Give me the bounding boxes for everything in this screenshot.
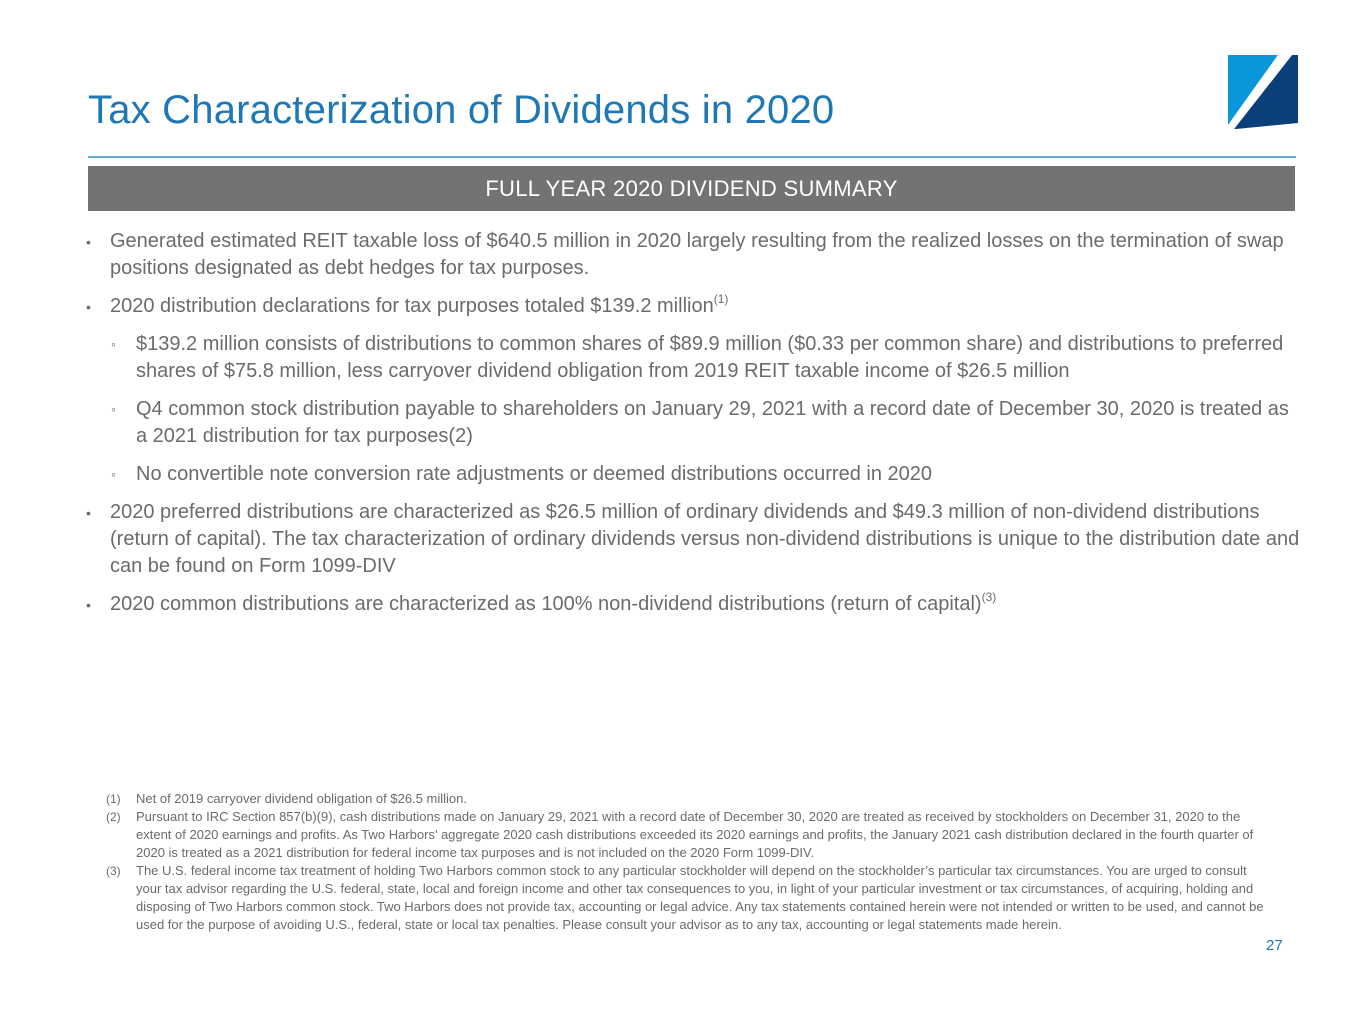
bullet-item xyxy=(85,293,1300,320)
bullet-text: No convertible note conversion rate adjustments or deemed distributions occurred in 2020 xyxy=(136,463,932,485)
section-banner xyxy=(88,166,1295,211)
bullet-circle-icon: ◦ xyxy=(111,401,116,417)
bullet-item xyxy=(85,228,1300,282)
footnote-item xyxy=(106,808,1266,862)
bullet-text: 2020 common distributions are characterized as 100% non-dividend distributions (return of capital) xyxy=(110,593,982,615)
title-divider xyxy=(88,156,1296,158)
footnote-mark: (3) xyxy=(106,864,121,878)
page-title: Tax Characterization of Dividends in 2020 xyxy=(88,88,835,132)
bullet-circle-icon: ◦ xyxy=(111,466,116,482)
bullet-text: 2020 distribution declarations for tax purposes totaled $139.2 million xyxy=(110,295,714,317)
bullet-text: Generated estimated REIT taxable loss of $640.5 million in 2020 largely resulting from the realized losses on the termination of swap positions designated as debt hedges for tax purposes. xyxy=(110,230,1284,279)
footnote-reference: (3) xyxy=(981,590,997,604)
bullet-list xyxy=(85,228,1300,629)
footnote-item xyxy=(106,790,1266,808)
footnotes xyxy=(106,790,1266,934)
page-number: 27 xyxy=(1266,937,1283,954)
company-logo-icon xyxy=(1228,55,1298,129)
bullet-item xyxy=(85,331,1300,385)
footnote-mark: (1) xyxy=(106,792,121,806)
footnote-text: Pursuant to IRC Section 857(b)(9), cash distributions made on January 29, 2021 with a record date of December 30, 2020 are treated as received by stockholders on December 31, 2020 to the extent of 2020 earnings and profits. As Two Harbors’ aggregate 2020 cash distributions exceeded its 2020 earnings and profits, the January 2021 cash distribution declared in the fourth quarter of 2020 is treated as a 2021 distribution for federal income tax purposes and is not included on the 2020 Form 1099-DIV. xyxy=(136,809,1254,860)
bullet-item xyxy=(85,591,1300,618)
bullet-text: 2020 preferred distributions are characterized as $26.5 million of ordinary dividends and $49.3 million of non-dividend distributions (return of capital). The tax characterization of ordinary dividends versus non-dividend distributions is unique to the distribution date and can be found on Form 1099-DIV xyxy=(110,501,1300,577)
footnote-reference: (1) xyxy=(713,292,729,306)
bullet-item xyxy=(85,499,1300,580)
bullet-dot-icon: • xyxy=(86,234,91,250)
footnote-text: The U.S. federal income tax treatment of holding Two Harbors common stock to any particular stockholder will depend on the stockholder’s particular tax circumstances. You are urged to consult your tax advisor regarding the U.S. federal, state, local and foreign income and other tax consequences to you, in light of your particular investment or tax circumstances, of acquiring, holding and disposing of Two Harbors common stock. Two Harbors does not provide tax, accounting or legal advice. Any tax statements contained herein were not intended or written to be used, and cannot be used for the purpose of avoiding U.S., federal, state or local tax penalties. Please consult your advisor as to any tax, accounting or legal statements made herein. xyxy=(136,863,1264,932)
section-banner-label: FULL YEAR 2020 DIVIDEND SUMMARY xyxy=(485,175,898,201)
bullet-item xyxy=(85,461,1300,488)
bullet-item xyxy=(85,396,1300,450)
bullet-text: Q4 common stock distribution payable to shareholders on January 29, 2021 with a record date of December 30, 2020 is treated as a 2021 distribution for tax purposes(2) xyxy=(136,398,1289,447)
footnote-item xyxy=(106,862,1266,934)
bullet-dot-icon: • xyxy=(86,597,91,613)
bullet-text: $139.2 million consists of distributions to common shares of $89.9 million ($0.33 per common share) and distributions to preferred shares of $75.8 million, less carryover dividend obligation from 2019 REIT taxable income of $26.5 million xyxy=(136,333,1284,382)
footnote-text: Net of 2019 carryover dividend obligation of $26.5 million. xyxy=(136,791,467,806)
bullet-circle-icon: ◦ xyxy=(111,336,116,352)
bullet-dot-icon: • xyxy=(86,505,91,521)
bullet-dot-icon: • xyxy=(86,299,91,315)
footnote-mark: (2) xyxy=(106,810,121,824)
